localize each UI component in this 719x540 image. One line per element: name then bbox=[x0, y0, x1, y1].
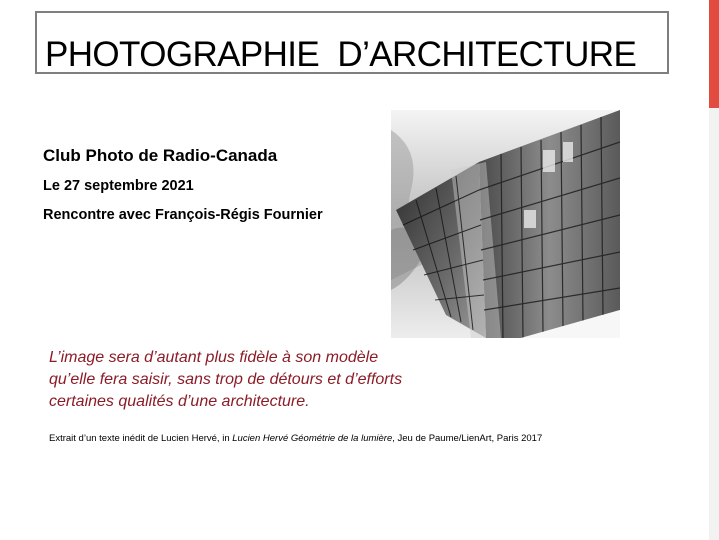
citation-book-title: Lucien Hervé Géométrie de la lumière bbox=[232, 433, 393, 444]
citation-prefix: Extrait d’un texte inédit de Lucien Hervé, in bbox=[49, 433, 233, 444]
quote bbox=[49, 347, 479, 413]
citation bbox=[49, 432, 569, 445]
right-accent-bar bbox=[709, 0, 719, 108]
slide-title: PHOTOGRAPHIE D’ARCHITECTURE bbox=[45, 35, 637, 74]
quote-line-1: L’image sera d’autant plus fidèle à son modèle bbox=[49, 349, 379, 366]
title-box bbox=[35, 11, 669, 74]
quote-line-3: certaines qualités d’une architecture. bbox=[49, 393, 310, 410]
citation-suffix: , Jeu de Paume/LienArt, Paris 2017 bbox=[392, 433, 543, 444]
architecture-photo bbox=[391, 110, 620, 338]
club-name: Club Photo de Radio-Canada bbox=[43, 146, 278, 165]
meeting-title: Rencontre avec François-Régis Fournier bbox=[43, 207, 323, 223]
event-date: Le 27 septembre 2021 bbox=[43, 178, 194, 194]
quote-line-2: qu’elle fera saisir, sans trop de détours et d’efforts bbox=[49, 371, 403, 388]
